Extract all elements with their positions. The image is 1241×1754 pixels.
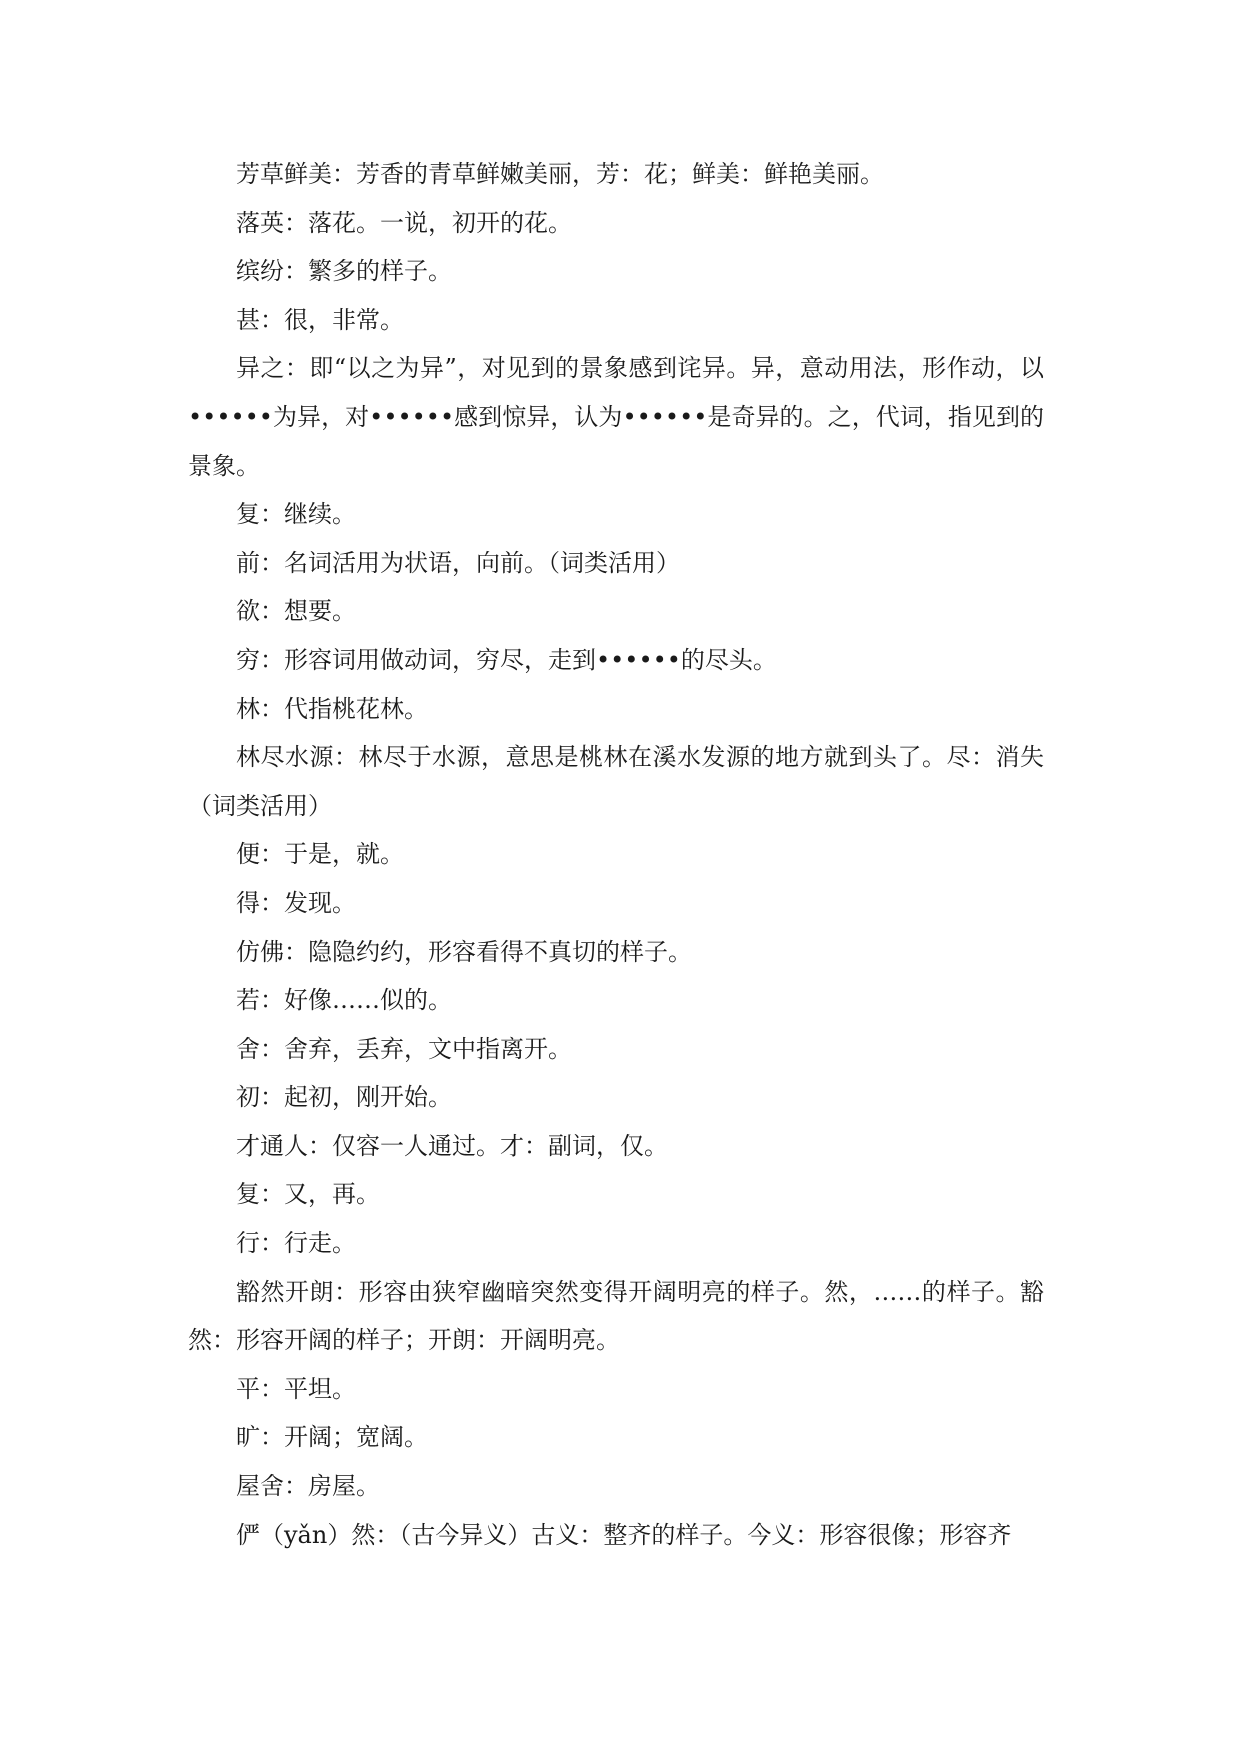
gloss-shen: 甚：很，非常。 bbox=[236, 305, 404, 334]
gloss-kuang: 旷：开阔；宽阔。 bbox=[236, 1423, 428, 1452]
gloss-wushe: 屋舍：房屋。 bbox=[236, 1472, 380, 1501]
gloss-binfen: 缤纷：繁多的样子。 bbox=[236, 257, 452, 286]
document-body bbox=[188, 150, 1044, 1559]
gloss-bian: 便：于是，就。 bbox=[236, 840, 404, 869]
gloss-lin: 林：代指桃花林。 bbox=[236, 694, 428, 723]
gloss-fu-1: 复：继续。 bbox=[236, 500, 356, 529]
gloss-caitongren: 才通人：仅容一人通过。才：副词，仅。 bbox=[236, 1131, 668, 1160]
gloss-huoran: 豁然开朗：形容由狭窄幽暗突然变得开阔明亮的样子。然，……的样子。豁然：形容开阔的样子；开朗：开阔明亮。 bbox=[188, 1277, 1044, 1355]
gloss-ruo: 若：好像……似的。 bbox=[236, 986, 452, 1015]
gloss-fangfu: 仿佛：隐隐约约，形容看得不真切的样子。 bbox=[236, 937, 692, 966]
gloss-yizhi: 异之：即“以之为异”，对见到的景象感到诧异。异，意动用法，形作动，以••••••为异，对••••••感到惊异，认为••••••是奇异的。之，代词，指见到的景象。 bbox=[188, 354, 1044, 480]
gloss-xing: 行：行走。 bbox=[236, 1229, 356, 1258]
gloss-ping: 平：平坦。 bbox=[236, 1374, 356, 1403]
gloss-luoying: 落英：落花。一说，初开的花。 bbox=[236, 208, 572, 237]
gloss-chu: 初：起初，刚开始。 bbox=[236, 1083, 452, 1112]
gloss-fangcao: 芳草鲜美：芳香的青草鲜嫩美丽，芳：花；鲜美：鲜艳美丽。 bbox=[236, 160, 884, 188]
gloss-qian: 前：名词活用为状语，向前。（词类活用） bbox=[236, 548, 680, 577]
gloss-she: 舍：舍弃，丢弃，文中指离开。 bbox=[236, 1034, 572, 1063]
gloss-yanran: 俨（yǎn）然：（古今异义）古义：整齐的样子。今义：形容很像；形容齐 bbox=[236, 1520, 1012, 1549]
gloss-fu-2: 复：又，再。 bbox=[236, 1180, 380, 1209]
gloss-yu: 欲：想要。 bbox=[236, 597, 356, 626]
gloss-linjin: 林尽水源：林尽于水源，意思是桃林在溪水发源的地方就到头了。尽：消失（词类活用） bbox=[188, 743, 1044, 820]
gloss-de: 得：发现。 bbox=[236, 888, 356, 917]
gloss-qiong: 穷：形容词用做动词，穷尽，走到••••••的尽头。 bbox=[236, 645, 777, 674]
